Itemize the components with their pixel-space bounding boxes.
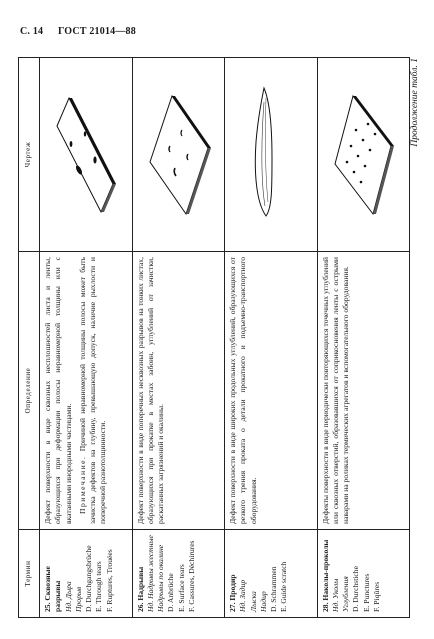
scratch-strip-drawing [234,82,294,222]
plate-with-punctures-drawing [327,92,399,222]
term-cell [40,530,133,618]
term-synonym: Углубления [341,576,350,612]
term-synonym: Нд. Уколы [330,578,340,612]
drawing-cell [40,58,133,252]
term-foreign: D. Schrammen [269,566,278,612]
term-cell [132,530,225,618]
rotated-content [18,58,418,618]
note-label: Примечание. [77,455,87,514]
term-synonym: Прорыв [73,586,83,612]
term-title: 25. Сквозные разрывы [43,566,63,612]
term-title: 28. Наколы-проколы [320,539,330,612]
definition-cell [40,252,133,530]
definition-text: Дефекты поверхности в виде периодически повторяющихся точечных углублений или сквозных отверстий, образовавшихся от соприкосновения ленты с острыми наварами на роликах термических агрегатов и вспомогательного оборудования. [320,257,350,524]
term-foreign: F. Ruptures, Trouées [104,549,114,612]
column-header-definition: Определение [19,252,40,530]
note-text: Причиной неравномерной толщины полосы может быть зачистка дефектов на глубину, превышающую допуск, наличие рыхлости и поперечной разнотолщинности. [77,257,108,524]
definition-text: Дефект поверхности в виде сквозных несплошностей листа и ленты, образующихся при деформации полосы неравномерной толщины или с вкатанными инородными частицами. [43,257,73,524]
drawing-through-tears [43,63,123,246]
definition-cell [225,252,318,530]
drawing-cell [317,58,410,252]
table-row [225,58,318,618]
rotated-page [18,58,418,618]
term-synonym: Нд. Задир [238,579,248,612]
page-header [20,26,136,37]
term-synonym: Надрывы по окалине [156,544,165,612]
term-title: 26. Надрывы [135,566,145,612]
table-header-row [19,58,40,618]
table-row [40,58,133,618]
term-foreign: D. Durchstiche [351,566,361,612]
term-foreign: E. Surface tears [176,564,186,612]
term-foreign: E. Punctures [361,573,371,612]
drawing-cell [225,58,318,252]
standard-number: ГОСТ 21014—88 [57,26,136,37]
definition-text: Дефект поверхности в виде широких продольных углублений, образующихся от резкого трения проката о детали прокатного и подъемно-транспортного оборудования. [228,257,258,524]
drawing-guide-scratch [228,63,308,246]
table-row [317,58,410,618]
term-foreign: D. Durchgangsbrüche [84,545,93,612]
definition-cell [132,252,225,530]
definition-cell [317,252,410,530]
defects-table [18,57,410,618]
table-row [132,58,225,618]
term-synonym: Нд. Надрывы жестные [145,535,155,612]
term-foreign: F. Piqûres [371,581,381,612]
definition-note [78,257,109,524]
plate-with-tears-drawing [142,92,214,222]
term-foreign: E. Guide scratch [279,561,289,612]
term-cell [225,530,318,618]
term-synonym: Надир [258,591,268,612]
drawing-cell [132,58,225,252]
column-header-drawing: Чертеж [19,58,40,252]
term-synonym: Нд. Дыра [63,581,73,612]
term-cell [317,530,410,618]
term-foreign: F. Cassures, Déchirures [186,540,196,612]
definition-text: Дефект поверхности в виде поперечных несквозных разрывов на тонких листах, образующихся при прокатке в местах забоин, углублений от зачистки, раскатанных загрязнений и окалины. [135,257,165,524]
term-foreign: E. Through tears [94,561,104,612]
page-number: С. 14 [20,26,44,37]
term-title: 27. Продир [228,574,237,612]
term-foreign: D. Anbrüche [166,573,176,612]
plate-with-holes-drawing [49,92,121,222]
drawing-surface-tears [136,63,216,246]
drawing-punctures [321,63,401,246]
column-header-term: Термин [19,530,40,618]
table-continuation-label: Продолжение табл. 1 [410,58,420,147]
term-synonym: Лыска [248,591,258,612]
